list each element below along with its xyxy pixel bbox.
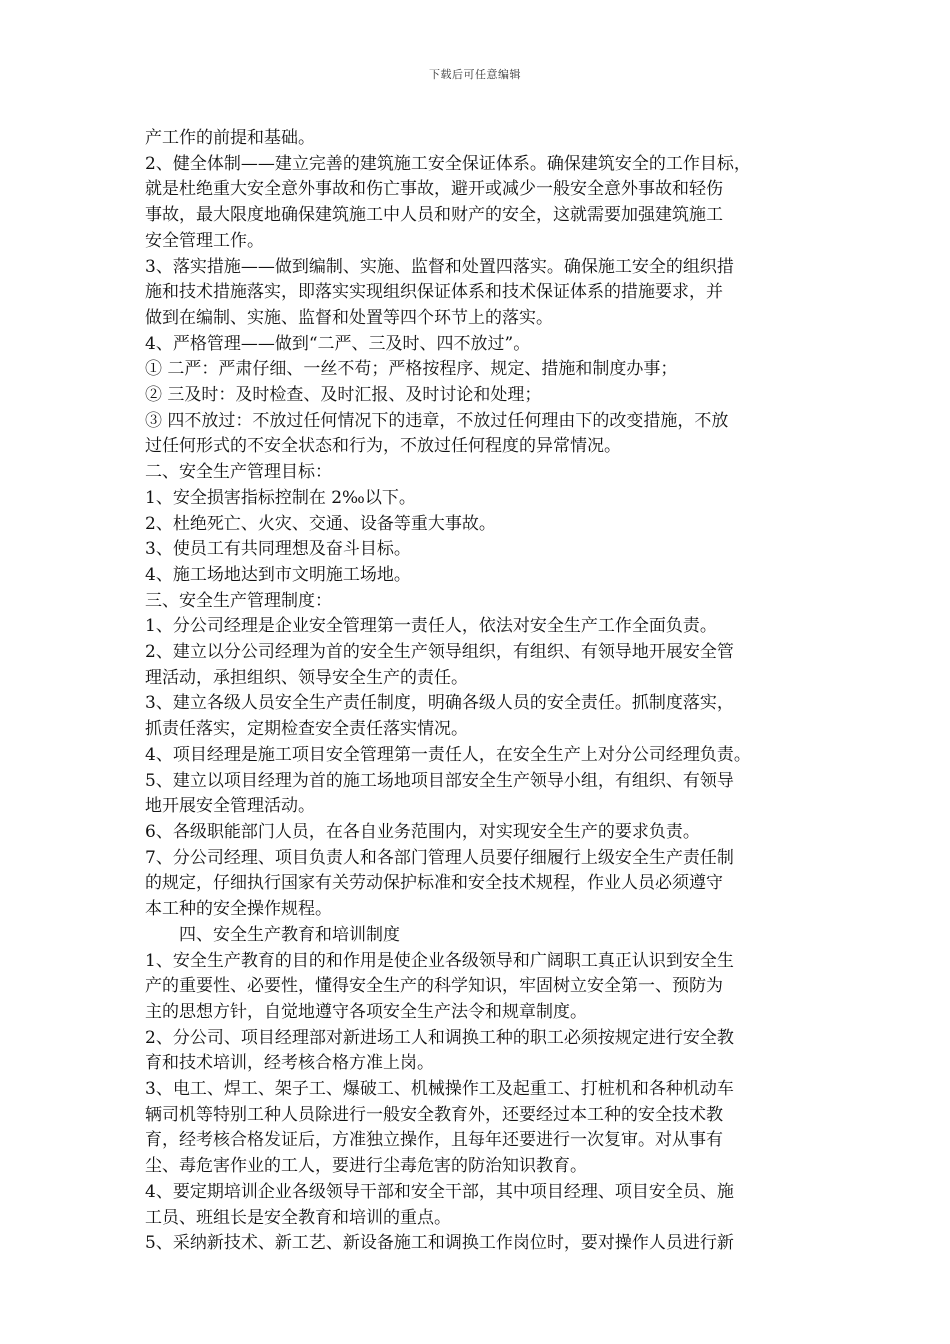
page-header: 下载后可任意编辑: [429, 68, 521, 81]
text-line: 3、落实措施——做到编制、实施、监督和处置四落实。确保施工安全的组织措: [145, 256, 734, 277]
text-line: ③ 四不放过：不放过任何情况下的违章，不放过任何理由下的改变措施，不放: [145, 410, 729, 431]
text-line: 5、建立以项目经理为首的施工场地项目部安全生产领导小组，有组织、有领导: [145, 770, 734, 791]
document-body: [145, 126, 810, 1257]
text-line: 3、使员工有共同理想及奋斗目标。: [145, 539, 411, 560]
text-line: 1、分公司经理是企业安全管理第一责任人，依法对安全生产工作全面负责。: [145, 616, 717, 637]
text-line: 3、建立各级人员安全生产责任制度，明确各级人员的安全责任。抓制度落实，: [145, 693, 734, 714]
text-line: 2、杜绝死亡、火灾、交通、设备等重大事故。: [145, 513, 496, 534]
text-line: 1、安全损害指标控制在 2‰以下。: [145, 487, 416, 508]
text-line: 产的重要性、必要性，懂得安全生产的科学知识，牢固树立安全第一、预防为: [145, 976, 723, 997]
text-line: 产工作的前提和基础。: [145, 128, 315, 148]
text-line: 辆司机等特别工种人员除进行一般安全教育外，还要经过本工种的安全技术教: [145, 1104, 723, 1125]
text-line: 育和技术培训，经考核合格方准上岗。: [145, 1053, 434, 1074]
text-line: 施和技术措施落实，即落实实现组织保证体系和技术保证体系的措施要求，并: [145, 282, 723, 303]
text-line: 做到在编制、实施、监督和处置等四个环节上的落实。: [145, 307, 553, 328]
text-line: 本工种的安全操作规程。: [145, 899, 332, 920]
text-line: 1、安全生产教育的目的和作用是使企业各级领导和广阔职工真正认识到安全生: [145, 950, 734, 971]
section-heading: 三、安全生产管理制度：: [145, 590, 332, 611]
text-line: 工员、班组长是安全教育和培训的重点。: [145, 1207, 451, 1228]
text-line: 的规定，仔细执行国家有关劳动保护标准和安全技术规程，作业人员必须遵守: [145, 873, 723, 894]
text-line: 主的思想方针，自觉地遵守各项安全生产法令和规章制度。: [145, 1001, 587, 1022]
text-line: 3、电工、焊工、架子工、爆破工、机械操作工及起重工、打桩机和各种机动车: [145, 1079, 734, 1100]
text-line: 过任何形式的不安全状态和行为，不放过任何程度的异常情况。: [145, 436, 621, 457]
section-heading: 二、安全生产管理目标：: [145, 462, 332, 483]
text-line: 4、项目经理是施工项目安全管理第一责任人，在安全生产上对分公司经理负责。: [145, 744, 751, 765]
text-line: 育，经考核合格发证后，方准独立操作，且每年还要进行一次复审。对从事有: [145, 1130, 723, 1151]
text-line: 5、采纳新技术、新工艺、新设备施工和调换工作岗位时，要对操作人员进行新: [145, 1233, 734, 1254]
text-line: 2、健全体制——建立完善的建筑施工安全保证体系。确保建筑安全的工作目标，: [145, 153, 751, 174]
section-heading: 四、安全生产教育和培训制度: [179, 924, 400, 945]
text-line: ① 二严：严肃仔细、一丝不苟；严格按程序、规定、措施和制度办事；: [145, 359, 678, 380]
text-line: 抓责任落实，定期检查安全责任落实情况。: [145, 719, 468, 740]
text-line: 事故，最大限度地确保建筑施工中人员和财产的安全，这就需要加强建筑施工: [145, 205, 723, 226]
text-line: ② 三及时：及时检查、及时汇报、及时讨论和处理；: [145, 385, 542, 406]
text-line: 2、建立以分公司经理为首的安全生产领导组织，有组织、有领导地开展安全管: [145, 642, 734, 663]
text-line: 理活动，承担组织、领导安全生产的责任。: [145, 667, 468, 688]
text-line: 4、要定期培训企业各级领导干部和安全干部，其中项目经理、项目安全员、施: [145, 1181, 734, 1202]
text-line: 4、施工场地达到市文明施工场地。: [145, 564, 411, 585]
text-line: 2、分公司、项目经理部对新进场工人和调换工种的职工必须按规定进行安全教: [145, 1027, 734, 1048]
text-line: 6、各级职能部门人员，在各自业务范围内，对实现安全生产的要求负责。: [145, 821, 700, 842]
text-line: 安全管理工作。: [145, 230, 264, 251]
text-line: 就是杜绝重大安全意外事故和伤亡事故，避开或减少一般安全意外事故和轻伤: [145, 179, 723, 200]
text-line: 尘、毒危害作业的工人，要进行尘毒危害的防治知识教育。: [145, 1156, 587, 1177]
text-line: 4、严格管理——做到“二严、三及时、四不放过”。: [145, 333, 531, 354]
text-line: 7、分公司经理、项目负责人和各部门管理人员要仔细履行上级安全生产责任制: [145, 847, 734, 868]
text-line: 地开展安全管理活动。: [145, 796, 315, 817]
